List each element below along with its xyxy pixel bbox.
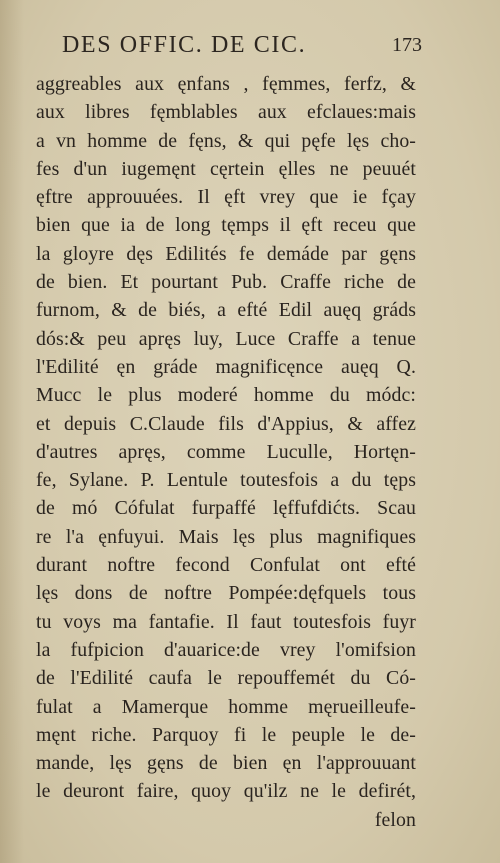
text-line: le deuront faire, quoy qu'ilz ne le defirét, bbox=[36, 780, 416, 803]
text-line: de bien. Et pourtant Pub. Craffe riche de bbox=[36, 271, 416, 294]
text-line: ęftre approuuées. Il ęft vrey que ie fçay bbox=[36, 186, 416, 209]
text-line: l'Edilité ęn gráde magnificęnce auęq Q. bbox=[36, 355, 416, 378]
page-header bbox=[62, 28, 422, 64]
text-line: de l'Edilité caufa le repouffemét du Có- bbox=[36, 667, 416, 690]
page-number: 173 bbox=[392, 34, 422, 56]
text-line: furnom, & de biés, a efté Edil auęq gráds bbox=[36, 299, 416, 322]
text-line: d'autres apręs, comme Luculle, Hortęn- bbox=[36, 440, 416, 463]
text-line: męnt riche. Parquoy fi le peuple le de- bbox=[36, 723, 416, 746]
text-line: la gloyre dęs Edilités fe demáde par gęns bbox=[36, 242, 416, 265]
text-line: fulat a Mamerque homme męrueilleufe- bbox=[36, 695, 416, 718]
text-line: dós:& peu apręs luy, Luce Craffe a tenue bbox=[36, 327, 416, 350]
text-line: et depuis C.Claude fils d'Appius, & affez bbox=[36, 412, 416, 435]
text-line: aux libres fęmblables aux efclaues:mais bbox=[36, 101, 416, 124]
text-line: fe, Sylane. P. Lentule toutesfois a du tęps bbox=[36, 469, 416, 492]
text-line: tu voys ma fantafie. Il faut toutesfois fuyr bbox=[36, 610, 416, 633]
catchword: felon bbox=[374, 808, 416, 831]
text-line: Mucc le plus moderé homme du módc: bbox=[36, 384, 416, 407]
text-line: durant noftre fecond Confulat ont efté bbox=[36, 554, 416, 577]
text-line: fes d'un iugemęnt cęrtein ęlles ne peuuét bbox=[36, 157, 416, 180]
text-line: re l'a ęnfuyui. Mais lęs plus magnifiques bbox=[36, 525, 416, 548]
text-line: mande, lęs gęns de bien ęn l'approuuant bbox=[36, 752, 416, 775]
text-line: bien que ia de long tęmps il ęft receu que bbox=[36, 214, 416, 237]
running-head: DES OFFIC. DE CIC. bbox=[62, 32, 307, 58]
text-line: la fufpicion d'auarice:de vrey l'omifsion bbox=[36, 638, 416, 661]
text-line: de mó Cófulat furpaffé lęffufdićts. Scau bbox=[36, 497, 416, 520]
body-text bbox=[36, 70, 416, 834]
gutter-shadow bbox=[0, 0, 24, 863]
text-line: aggreables aux ęnfans , fęmmes, ferfz, & bbox=[36, 73, 416, 95]
text-line: a vn homme de fęns, & qui pęfe lęs cho- bbox=[36, 129, 416, 152]
text-line: lęs dons de noftre Pompée:dęfquels tous bbox=[36, 582, 416, 605]
